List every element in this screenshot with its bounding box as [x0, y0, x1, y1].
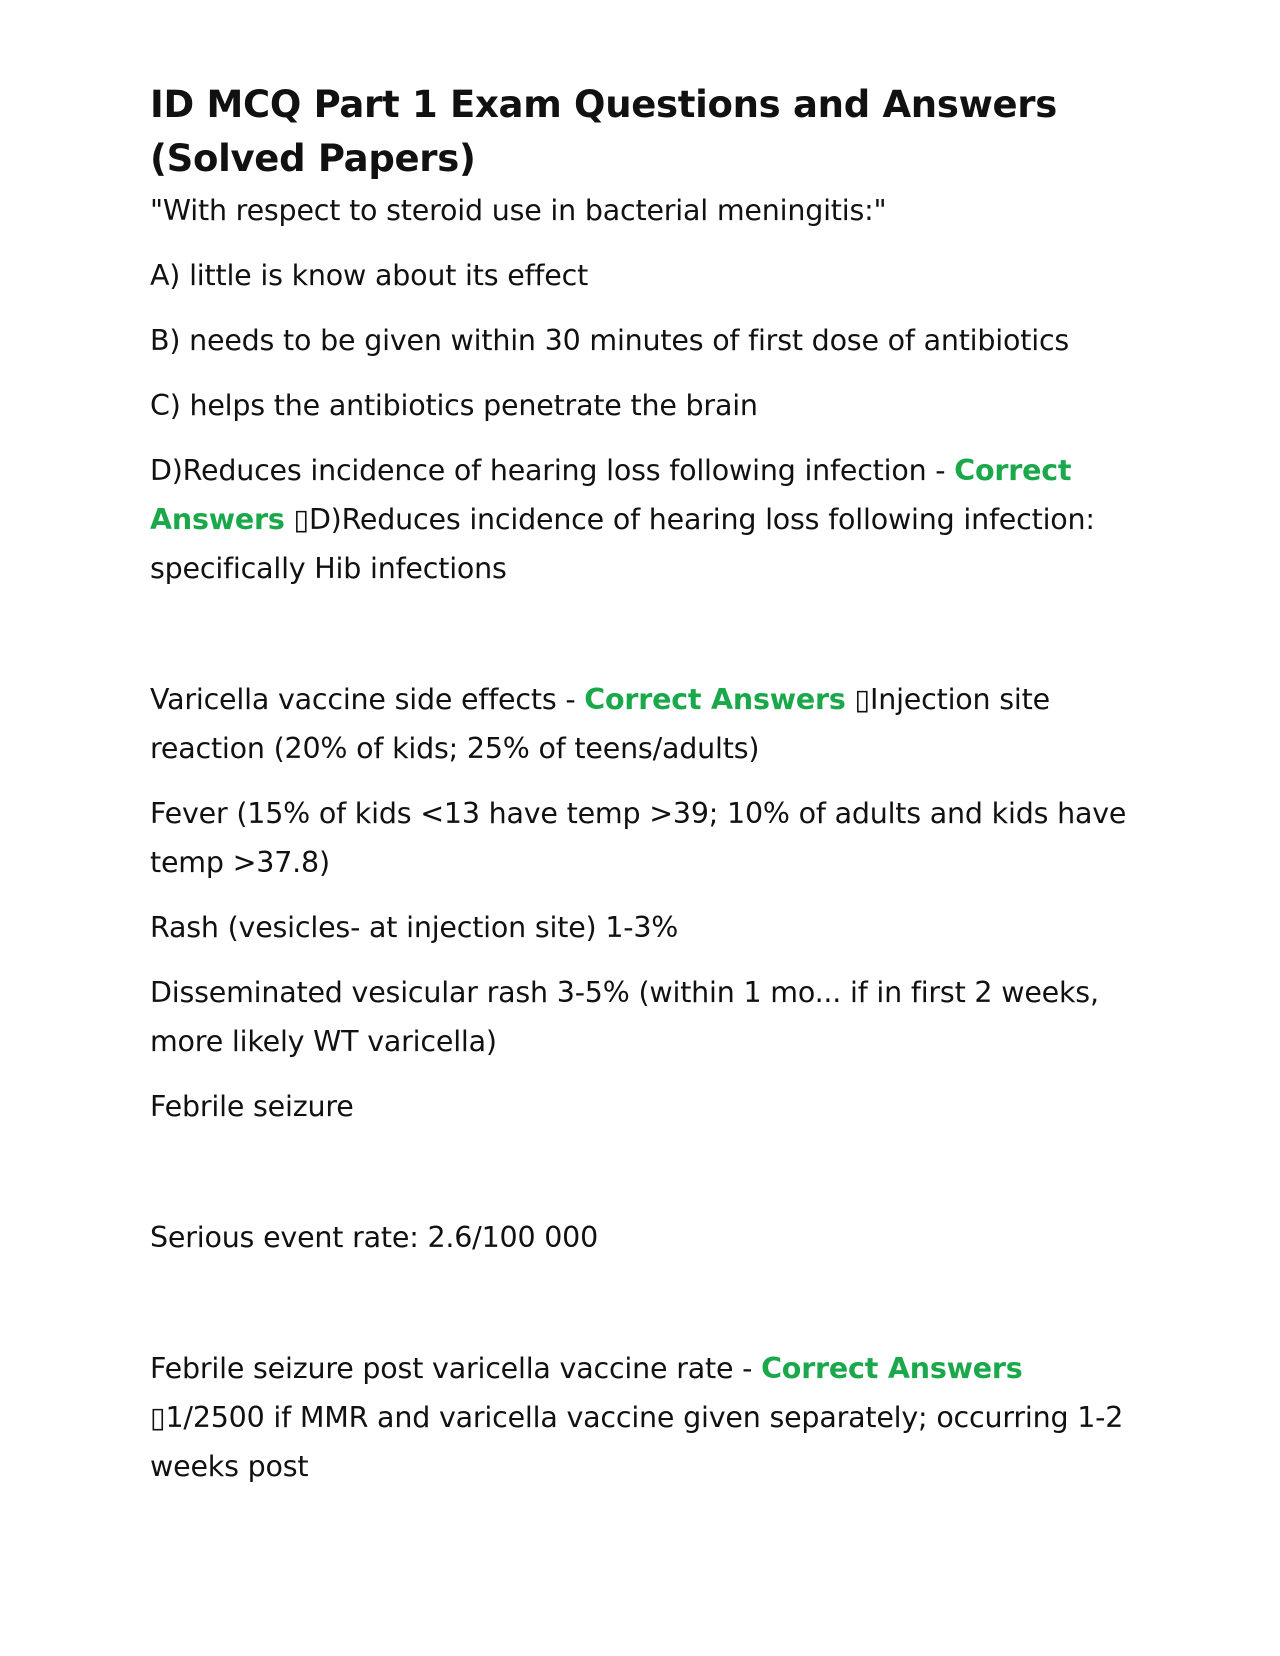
missing-glyph-icon: ▯ [854, 683, 870, 716]
q2-disseminated: Disseminated vesicular rash 3-5% (within 1 mo... if in first 2 weeks, more likely WT varicella) [150, 976, 1099, 1058]
q1-option-d: D)Reduces incidence of hearing loss following infection - [150, 454, 955, 487]
document-page [150, 78, 1135, 1507]
q2-serious: Serious event rate: 2.6/100 000 [150, 1221, 599, 1254]
q2-question-with-answer [150, 675, 1135, 773]
correct-answers-label: Correct Answers [584, 683, 846, 716]
q2-febrile: Febrile seizure [150, 1090, 354, 1123]
q3-question: Febrile seizure post varicella vaccine rate - [150, 1352, 762, 1385]
section-divider-space [150, 609, 1135, 675]
correct-answers-label: Correct Answers [150, 454, 1072, 536]
q3-question-with-answer [150, 1344, 1135, 1491]
q2-rash: Rash (vesicles- at injection site) 1-3% [150, 911, 679, 944]
q2-question: Varicella vaccine side effects - [150, 683, 585, 716]
section-divider-space [150, 1278, 1135, 1344]
q3-answer: 1/2500 if MMR and varicella vaccine given separately; occurring 1-2 weeks post [150, 1401, 1124, 1483]
q2-answer-line1: Injection site reaction (20% of kids; 25% of teens/adults) [150, 683, 1050, 765]
missing-glyph-icon: ▯ [150, 1401, 166, 1434]
q1-option-c: C) helps the antibiotics penetrate the brain [150, 389, 758, 422]
correct-answers-label: Correct Answers [761, 1352, 1023, 1385]
q1-answer: D)Reduces incidence of hearing loss following infection: specifically Hib infections [150, 503, 1095, 585]
document-title: ID MCQ Part 1 Exam Questions and Answers (Solved Papers) [150, 83, 1057, 180]
missing-glyph-icon: ▯ [293, 503, 309, 536]
q1-question: "With respect to steroid use in bacterial meningitis:" [150, 194, 887, 227]
section-divider-space [150, 1147, 1135, 1213]
q1-option-d-with-answer [150, 446, 1135, 593]
q2-fever: Fever (15% of kids <13 have temp >39; 10% of adults and kids have temp >37.8) [150, 797, 1127, 879]
q1-option-a: A) little is know about its effect [150, 259, 589, 292]
q1-option-b: B) needs to be given within 30 minutes of first dose of antibiotics [150, 324, 1070, 357]
